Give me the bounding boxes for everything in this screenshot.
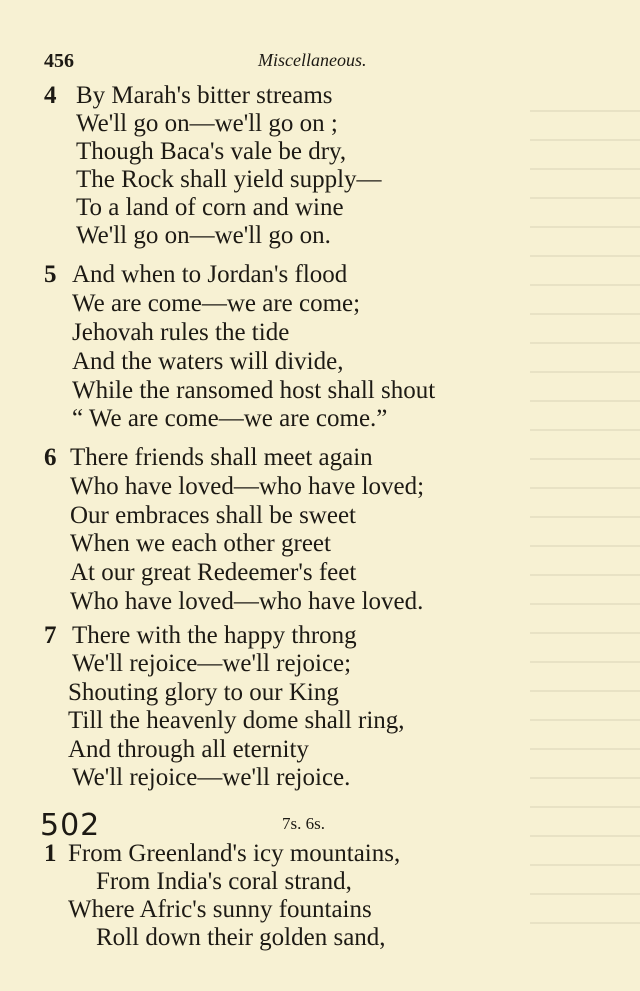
verse-line: To a land of corn and wine [76, 194, 344, 221]
verse-line: The Rock shall yield supply— [76, 166, 382, 193]
verse-line: Where Afric's sunny fountains [68, 896, 372, 923]
verse-line: We'll rejoice—we'll rejoice. [72, 764, 351, 791]
verse-line: There friends shall meet again [70, 444, 373, 471]
verse-line: And through all eternity [68, 736, 309, 763]
verse-line: Jehovah rules the tide [72, 319, 290, 346]
verse-line: When we each other greet [70, 530, 331, 557]
hymn-number: 502 [40, 808, 101, 843]
stanza-number: 4 [44, 82, 57, 109]
stanza-number: 1 [44, 840, 57, 867]
stanza-number: 7 [44, 622, 57, 649]
verse-line: Who have loved—who have loved; [70, 473, 425, 500]
verse-line: We are come—we are come; [72, 290, 361, 317]
verse-line: “ We are come—we are come.” [72, 405, 388, 432]
verse-line: There with the happy throng [72, 622, 357, 649]
verse-line: Roll down their golden sand, [96, 924, 386, 951]
hymn-meter: 7s. 6s. [282, 814, 325, 833]
verse-line: And the waters will divide, [72, 348, 344, 375]
verse-line: Our embraces shall be sweet [70, 502, 356, 529]
stanza-number: 6 [44, 444, 57, 471]
page-number: 456 [44, 50, 74, 72]
verse-line: We'll rejoice—we'll rejoice; [72, 650, 352, 677]
verse-line: Who have loved—who have loved. [70, 588, 424, 615]
stanza-number: 5 [44, 261, 57, 288]
verse-line: At our great Redeemer's feet [70, 559, 357, 586]
verse-line: Shouting glory to our King [68, 679, 339, 706]
verse-line: We'll go on—we'll go on ; [76, 110, 338, 137]
verse-line: From Greenland's icy mountains, [68, 840, 401, 867]
running-title: Miscellaneous. [258, 50, 367, 70]
verse-line: By Marah's bitter streams [76, 82, 333, 109]
verse-line: Till the heavenly dome shall ring, [68, 707, 405, 734]
verse-line: From India's coral strand, [96, 868, 352, 895]
verse-line: Though Baca's vale be dry, [76, 138, 347, 165]
verse-line: And when to Jordan's flood [72, 261, 348, 288]
page-header [44, 50, 604, 74]
verse-line: While the ransomed host shall shout [72, 377, 436, 404]
verse-line: We'll go on—we'll go on. [76, 222, 331, 249]
bleed-through-texture [530, 90, 640, 950]
